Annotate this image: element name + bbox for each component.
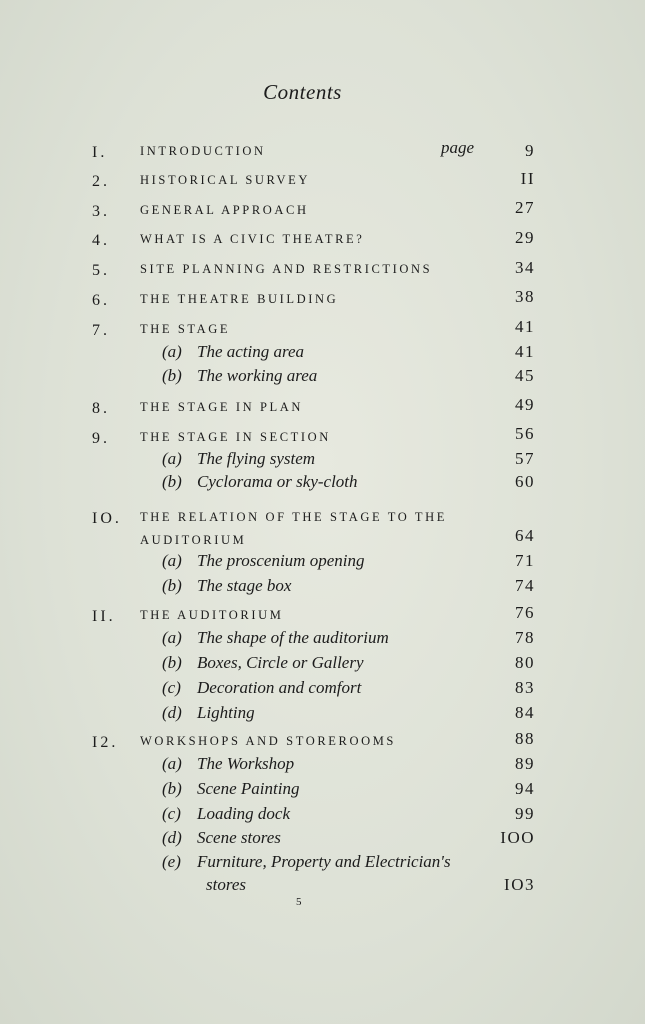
page-number: 60 [515, 472, 535, 491]
page-number: IO3 [504, 875, 535, 894]
page-number: 57 [515, 449, 535, 468]
section-letter: (a) [162, 551, 182, 570]
section-title: Decoration and comfort [197, 678, 362, 697]
section-title: Scene stores [197, 828, 281, 847]
section-letter: (b) [162, 472, 182, 491]
section-letter: (c) [162, 678, 181, 697]
section-letter: (b) [162, 576, 182, 595]
page-number: 84 [515, 703, 535, 722]
page-number: IOO [500, 828, 535, 847]
page-number: 74 [515, 576, 535, 595]
page-number: 45 [515, 366, 535, 385]
section-letter: (a) [162, 754, 182, 773]
chapter-number: 2. [92, 173, 110, 190]
page-number: 34 [515, 258, 535, 277]
page-number: 41 [515, 342, 535, 361]
chapter-number: 4. [92, 232, 110, 249]
chapter-title: INTRODUCTION [140, 144, 266, 158]
page-number: 29 [515, 228, 535, 247]
chapter-number: 8. [92, 400, 110, 417]
page-number: 94 [515, 779, 535, 798]
page-number: 89 [515, 754, 535, 773]
section-title: The stage box [197, 576, 292, 595]
chapter-title: WORKSHOPS AND STOREROOMS [140, 734, 396, 748]
section-letter: (b) [162, 779, 182, 798]
section-letter: (d) [162, 828, 182, 847]
chapter-title: HISTORICAL SURVEY [140, 173, 310, 187]
section-title: Cyclorama or sky-cloth [197, 472, 358, 491]
section-letter: (d) [162, 703, 182, 722]
chapter-number: 6. [92, 292, 110, 309]
page-number: 64 [515, 526, 535, 545]
section-letter: (e) [162, 852, 181, 871]
chapter-number: 9. [92, 430, 110, 447]
page-number: 56 [515, 424, 535, 443]
page-heading: page [441, 138, 475, 157]
chapter-number: 3. [92, 203, 110, 220]
page-number: 83 [515, 678, 535, 697]
section-title: Boxes, Circle or Gallery [197, 653, 364, 672]
chapter-number: I. [92, 144, 108, 161]
page-number: II [520, 169, 535, 188]
chapter-number: 7. [92, 322, 110, 339]
page-number: 78 [515, 628, 535, 647]
contents-title: Contents [263, 80, 342, 104]
chapter-number: 5. [92, 262, 110, 279]
page-number: 27 [515, 198, 535, 217]
section-title: Loading dock [197, 804, 291, 823]
section-letter: (a) [162, 628, 182, 647]
chapter-title: GENERAL APPROACH [140, 203, 309, 217]
page-number: 76 [515, 603, 535, 622]
section-title: The Workshop [197, 754, 295, 773]
chapter-title: THE THEATRE BUILDING [140, 292, 339, 306]
section-title: Scene Painting [197, 779, 300, 798]
section-letter: (b) [162, 366, 182, 385]
page-number: 9 [525, 141, 535, 160]
chapter-title: WHAT IS A CIVIC THEATRE? [140, 232, 365, 246]
section-letter: (a) [162, 342, 182, 361]
chapter-number: IO. [92, 510, 122, 527]
chapter-number: II. [92, 608, 116, 625]
section-title: Furniture, Property and Electrician's [197, 852, 451, 871]
chapter-number: I2. [92, 734, 119, 751]
chapter-title: THE AUDITORIUM [140, 608, 284, 622]
page-number: 88 [515, 729, 535, 748]
section-title: Lighting [197, 703, 255, 722]
chapter-title-continued: AUDITORIUM [140, 533, 247, 547]
chapter-title: THE RELATION OF THE STAGE TO THE [140, 510, 447, 524]
section-title-continued: stores [206, 875, 246, 894]
page-number: 49 [515, 395, 535, 414]
chapter-title: THE STAGE [140, 322, 231, 336]
section-letter: (c) [162, 804, 181, 823]
chapter-title: THE STAGE IN PLAN [140, 400, 303, 414]
section-title: The shape of the auditorium [197, 628, 389, 647]
folio-page-number: 5 [296, 896, 302, 908]
section-title: The working area [197, 366, 318, 385]
section-title: The acting area [197, 342, 305, 361]
page-number: 80 [515, 653, 535, 672]
page-number: 71 [515, 551, 535, 570]
chapter-title: SITE PLANNING AND RESTRICTIONS [140, 262, 433, 276]
chapter-title: THE STAGE IN SECTION [140, 430, 331, 444]
page-number: 38 [515, 287, 535, 306]
page-number: 99 [515, 804, 535, 823]
page-number: 41 [515, 317, 535, 336]
section-title: The flying system [197, 449, 316, 468]
section-letter: (b) [162, 653, 182, 672]
section-letter: (a) [162, 449, 182, 468]
section-title: The proscenium opening [197, 551, 365, 570]
